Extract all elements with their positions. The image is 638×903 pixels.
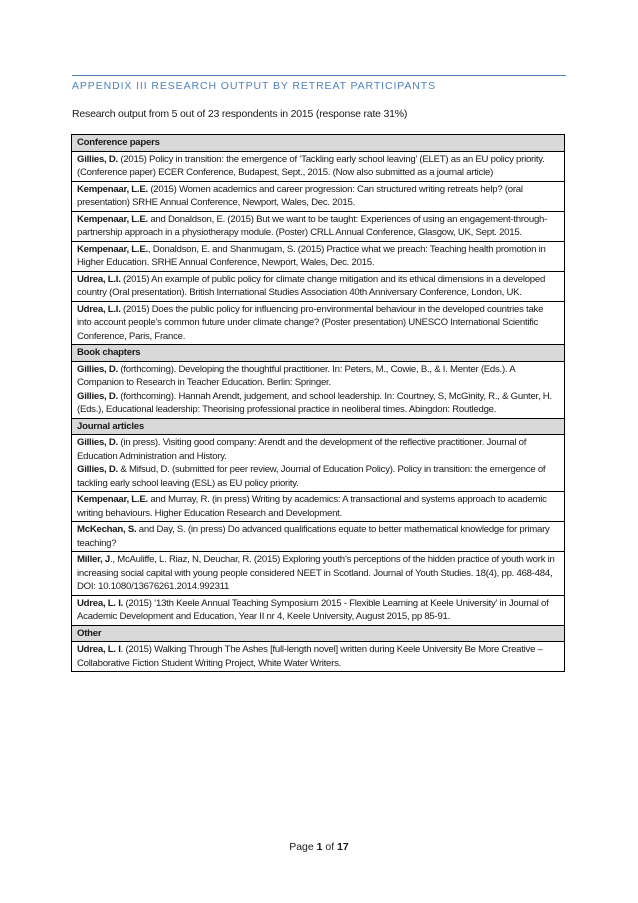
citation-author: Gillies, D. — [77, 464, 118, 475]
citation-text: . (2015) Walking Through The Ashes [full-length novel] written during Keele University Be More Creative – Collaborative Fiction Student Writing Project, White Water Writers. — [77, 644, 543, 669]
entry-row — [72, 301, 565, 345]
entry-row — [72, 181, 565, 211]
citation-author: Udrea, L.I. — [77, 273, 121, 285]
citation-text: (forthcoming). Developing the thoughtful practitioner. In: Peters, M., Cowie, B., & I. Menter (Eds.). A Companion to Research in Teacher Education. Berlin: Springer. — [77, 363, 515, 388]
entry-cell — [72, 492, 565, 522]
citation — [77, 303, 560, 344]
research-output-table — [71, 134, 565, 672]
citation — [77, 463, 560, 490]
footer-prefix: Page — [289, 841, 317, 853]
citation-text: ., McAuliffe, L. Riaz, N, Deuchar, R. (2015) Exploring youth’s perceptions of the hidden practice of youth work in increasing social capital with young people considered NEET in Scotland. Journal of Youth Studies. 18(4), pp. 468-484, DOI: 10.1080/13676261.2014.992311 — [77, 554, 555, 592]
citation — [77, 436, 560, 463]
citation — [77, 183, 560, 210]
category-label: Journal articles — [72, 418, 565, 435]
entry-cell — [72, 435, 565, 492]
citation-author: Kempenaar, L.E. — [77, 213, 148, 225]
citation — [77, 273, 560, 300]
citation-text: (2015) Does the public policy for influencing pro-environmental behaviour in the developed countries take into account people’s common future under climate change? (Poster presentation) UNESCO International Scientific Conference, Paris, France. — [77, 303, 544, 342]
citation — [77, 523, 560, 550]
entry-cell — [72, 522, 565, 552]
category-row — [72, 625, 565, 642]
citation-text: and Day, S. (in press) Do advanced qualifications equate to better mathematical knowledge for primary teaching? — [77, 524, 550, 549]
citation-author: Gillies, D. — [77, 153, 118, 165]
category-label: Other — [72, 625, 565, 642]
footer-total-pages: 17 — [337, 841, 349, 853]
citation-text: and Murray, R. (in press) Writing by academics: A transactional and systems approach to academic writing behaviours. Higher Education Research and Development. — [77, 494, 547, 519]
footer-current-page: 1 — [316, 841, 323, 853]
category-label: Book chapters — [72, 345, 565, 362]
entry-row — [72, 435, 565, 492]
citation-author: Miller, J — [77, 554, 110, 565]
entry-cell — [72, 642, 565, 672]
entry-row — [72, 241, 565, 271]
citation-text: (2015) An example of public policy for climate change mitigation and its ethical dimensions in a developed country (Oral presentation). British International Studies Association 40th Anniversary Conference, London, UK. — [77, 273, 546, 298]
citation — [77, 597, 560, 624]
category-row — [72, 345, 565, 362]
research-output-table-body — [72, 135, 565, 672]
citation-author: Kempenaar, L.E. — [77, 183, 148, 195]
entry-row — [72, 642, 565, 672]
entry-cell — [72, 552, 565, 596]
citation — [77, 553, 560, 594]
citation-author: Udrea, L. I. — [77, 597, 124, 609]
citation-author: Gillies, D. — [77, 437, 118, 448]
entry-row — [72, 492, 565, 522]
entry-cell — [72, 151, 565, 181]
category-row — [72, 135, 565, 152]
entry-row — [72, 361, 565, 418]
citation — [77, 153, 560, 180]
citation-text: and Donaldson, E. (2015) But we want to be taught: Experiences of using an engagement-through-partnership approach in a physiotherapy module. (Poster) CRLL Annual Conference, Glasgow, UK, Sept. 2015. — [77, 213, 548, 238]
entry-cell — [72, 361, 565, 418]
entry-cell — [72, 271, 565, 301]
entry-cell — [72, 211, 565, 241]
citation-text: (2015) Women academics and career progression: Can structured writing retreats help? (oral presentation) SRHE Annual Conference, Newport, Wales, Dec. 2015. — [77, 183, 523, 208]
citation-author: McKechan, S. — [77, 524, 137, 535]
citation-text: (in press). Visiting good company: Arendt and the development of the reflective practitioner. Journal of Education Administration and History. — [77, 437, 527, 462]
citation — [77, 643, 560, 670]
citation — [77, 493, 560, 520]
citation-author: Kempenaar, L.E. — [77, 243, 148, 255]
entry-row — [72, 151, 565, 181]
citation — [77, 390, 560, 417]
citation-text: (forthcoming). Hannah Arendt, judgement, and school leadership. In: Courtney, S, McGinity, R., & Gunter, H. (Eds.), Educational leadership: Theorising professional practice in neoliberal times. Abingdon: Routledge. — [77, 390, 552, 415]
citation-text: & Mifsud, D. (submitted for peer review, Journal of Education Policy). Policy in transition: the emergence of tackling early school leaving (ESL) as EU policy priority. — [77, 464, 546, 489]
citation — [77, 363, 560, 390]
appendix-heading-rule — [72, 75, 566, 92]
entry-cell — [72, 595, 565, 625]
category-label: Conference papers — [72, 135, 565, 152]
appendix-heading: APPENDIX III RESEARCH OUTPUT BY RETREAT PARTICIPANTS — [72, 80, 437, 92]
entry-row — [72, 522, 565, 552]
footer-middle: of — [322, 841, 338, 853]
category-row — [72, 418, 565, 435]
citation-text: (2015) ‘13th Keele Annual Teaching Symposium 2015 - Flexible Learning at Keele University’ in Journal of Academic Development and Education, Year II nr 4, Keele University, August 2015, pp 85-91. — [77, 597, 549, 622]
entry-cell — [72, 241, 565, 271]
citation-author: Udrea, L.I. — [77, 303, 121, 315]
intro-sentence: Research output from 5 out of 23 respondents in 2015 (response rate 31%) — [72, 108, 408, 120]
entry-cell — [72, 181, 565, 211]
citation-author: Kempenaar, L.E. — [77, 494, 148, 505]
citation — [77, 243, 560, 270]
entry-row — [72, 552, 565, 596]
entry-cell — [72, 301, 565, 345]
entry-row — [72, 595, 565, 625]
citation-text: (2015) Policy in transition: the emergence of ‘Tackling early school leaving’ (ELET) as an EU policy priority. (Conference paper) ECER Conference, Budapest, Sept., 2015. (Now also submitted as a journal article) — [77, 153, 545, 178]
page-footer — [0, 841, 638, 853]
entry-row — [72, 211, 565, 241]
citation-author: Gillies, D. — [77, 363, 118, 375]
citation-text: , Donaldson, E. and Shanmugam, S. (2015) Practice what we preach: Teaching health promotion in Higher Education. SRHE Annual Conference, Newport, Wales, Dec. 2015. — [77, 243, 546, 268]
entry-row — [72, 271, 565, 301]
citation-author: Udrea, L. I — [77, 644, 121, 655]
citation-author: Gillies, D. — [77, 390, 118, 402]
citation — [77, 213, 560, 240]
